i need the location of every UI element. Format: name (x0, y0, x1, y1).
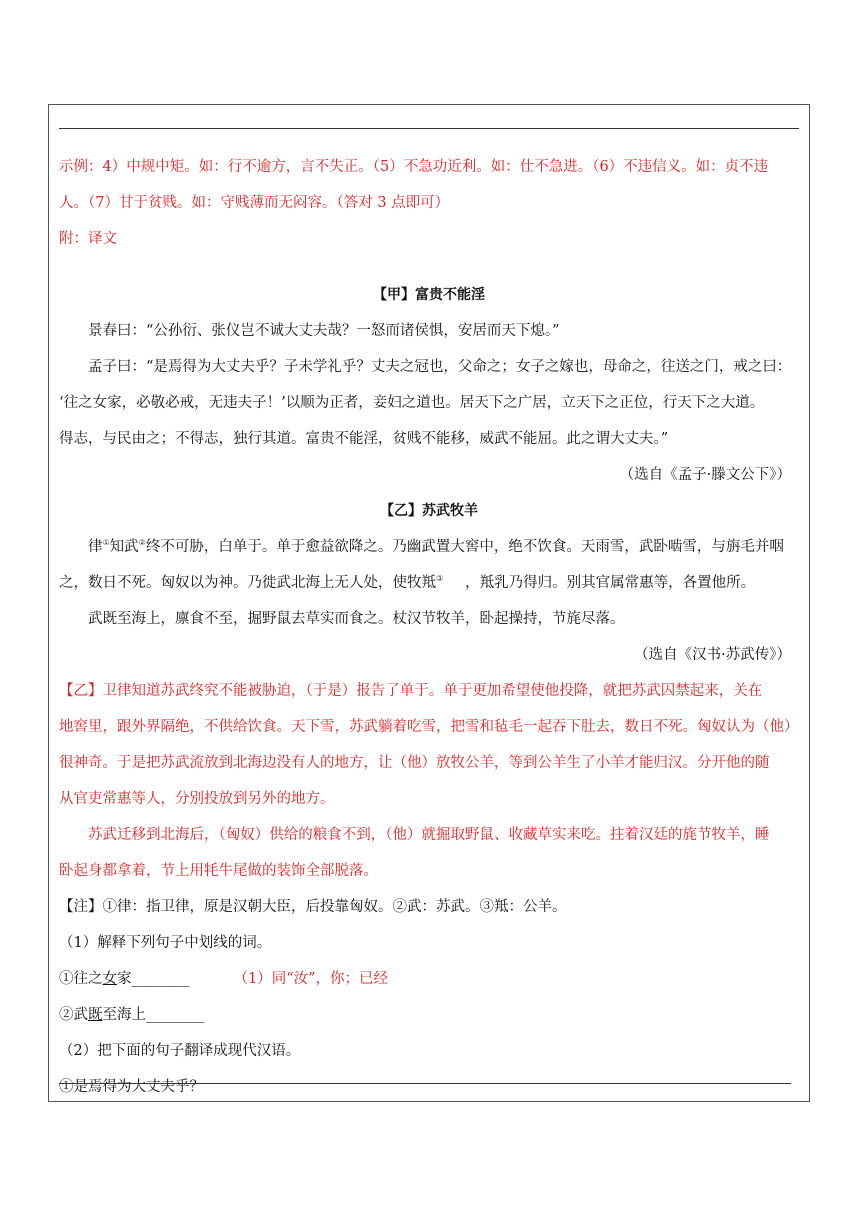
question-1-answer: （1）同“汝”，你；已经 (233, 971, 389, 987)
notes: 【注】①律：指卫律，原是汉朝大臣，后投靠匈奴。②武：苏武。③羝：公羊。 (59, 899, 567, 915)
yi-paragraph-1-line-1: 律①知武②终不可胁，白单于。单于愈益欲降之。乃幽武置大窖中，绝不饮食。天雨雪，武卧啮雪，与旃毛并咽 (88, 538, 784, 555)
translation-2-line-1: 苏武迁移到北海后，（匈奴）供给的粮食不到，（他）就掘取野鼠、收藏草实来吃。拄着汉廷的旄节牧羊，睡 (88, 827, 770, 843)
underlined-word-nv: 女 (102, 971, 117, 987)
question-2-item-1: ①是焉得为大丈夫乎？ (59, 1079, 204, 1095)
underlined-word-ji: 既 (88, 1007, 103, 1023)
jia-paragraph-2-line-2: ‘往之女家，必敬必戒，无违夫子！’以顺为正者，妾妇之道也。居天下之广居，立天下之正位，行天下之大道。 (59, 395, 765, 411)
question-2: （2）把下面的句子翻译成现代汉语。 (59, 1043, 301, 1059)
translation-1-line-3: 很神奇。于是把苏武流放到北海边没有人的地方，让（他）放牧公羊，等到公羊生了小羊才能归汉。分开他的随 (59, 755, 770, 771)
translation-2-line-2: 卧起身都拿着，节上用牦牛尾做的装饰全部脱落。 (59, 863, 378, 879)
jia-paragraph-2-line-3: 得志，与民由之；不得志，独行其道。富贵不能淫，贫贱不能移，威武不能屈。此之谓大丈夫。” (59, 431, 669, 447)
page-frame (48, 104, 810, 1102)
translation-1-line-1: 【乙】卫律知道苏武终究不能被胁迫，（于是）报告了单于。单于更加希望使他投降，就把苏武囚禁起来，关在 (59, 683, 763, 699)
yi-paragraph-2: 武既至海上，廪食不至，掘野鼠去草实而食之。杖汉节牧羊，卧起操持，节旄尽落。 (88, 611, 625, 627)
yi-title: 【乙】苏武牧羊 (380, 503, 478, 519)
translation-1-line-2: 地窖里，跟外界隔绝，不供给饮食。天下雪，苏武躺着吃雪，把雪和毡毛一起吞下肚去，数日不死。匈奴认为（他） (59, 719, 799, 735)
question-1-item-2: ②武既至海上________ (59, 1007, 204, 1023)
yi-source: （选自《汉书·苏武传》） (634, 647, 791, 663)
example-line-1: 示例：4）中规中矩。如：行不逾方，言不失正。（5）不急功近利。如：仕不急进。（6）不违信义。如：贞不违 (59, 159, 769, 175)
jia-paragraph-1: 景春曰：“公孙衍、张仪岂不诚大丈夫哉？一怒而诸侯惧，安居而天下熄。” (88, 323, 560, 339)
example-line-2: 人。（7）甘于贫贱。如：守贱薄而无闷容。（答对 3 点即可） (59, 195, 450, 211)
document-content (59, 149, 799, 1105)
appendix-label: 附：译文 (59, 231, 117, 247)
jia-paragraph-2-line-1: 孟子曰：“是焉得为大丈夫乎？子未学礼乎？丈夫之冠也，父命之；女子之嫁也，母命之，往送之门，戒之曰： (88, 359, 792, 375)
jia-title: 【甲】富贵不能淫 (373, 287, 485, 303)
bottom-rule (59, 1083, 791, 1084)
jia-source: （选自《孟子·滕文公下》） (619, 467, 791, 483)
yi-paragraph-1-line-2: 之，数日不死。匈奴以为神。乃徙武北海上无人处，使牧羝③ ，羝乳乃得归。别其官属常惠等，各置他所。 (59, 574, 756, 591)
top-rule (59, 128, 799, 129)
question-1: （1）解释下列句子中划线的词。 (59, 935, 272, 951)
question-1-item-1: ①往之女家________ （1）同“汝”，你；已经 (59, 971, 389, 987)
translation-1-line-4: 从官吏常惠等人，分别投放到另外的地方。 (59, 791, 335, 807)
